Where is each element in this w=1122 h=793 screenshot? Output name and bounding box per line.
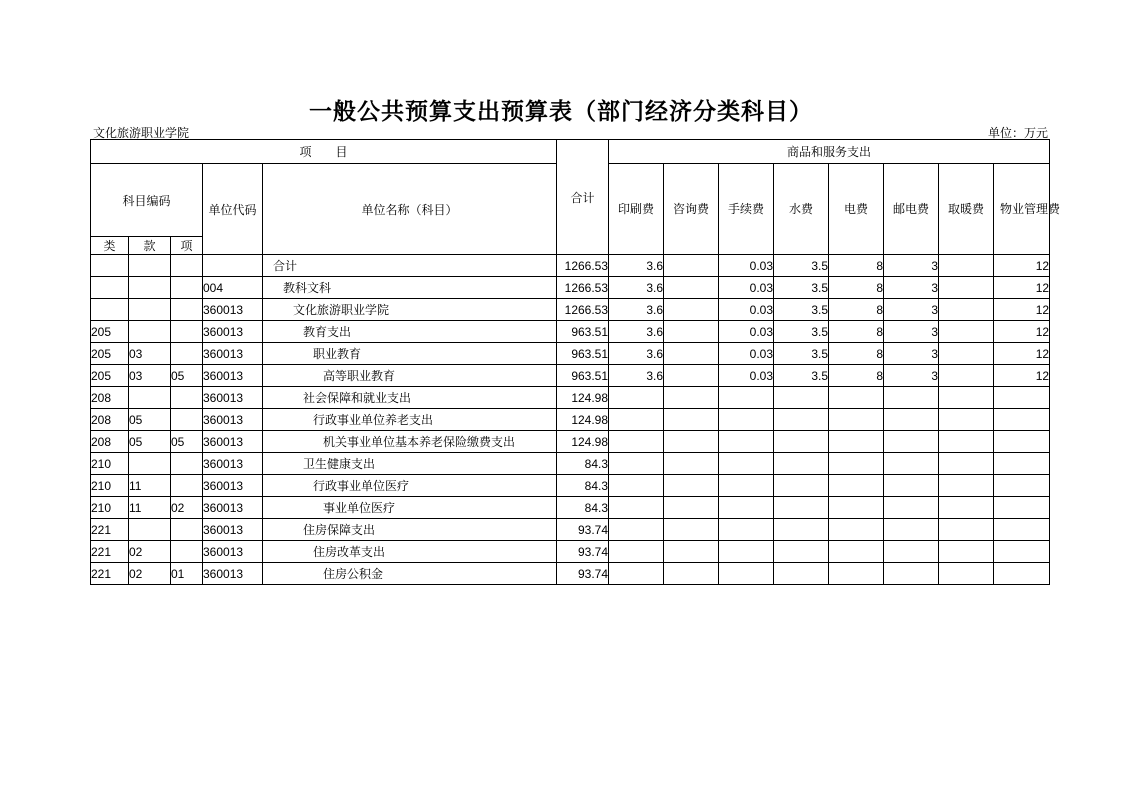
table-row bbox=[91, 255, 1050, 277]
cell-xiang: 01 bbox=[171, 563, 203, 585]
cell-total: 1266.53 bbox=[557, 277, 609, 299]
cell-kuan: 11 bbox=[129, 475, 171, 497]
cell-postal bbox=[884, 519, 939, 541]
cell-unit-name: 教育支出 bbox=[263, 321, 557, 343]
cell-heating bbox=[939, 365, 994, 387]
cell-printing: 3.6 bbox=[609, 299, 664, 321]
cell-consulting bbox=[664, 299, 719, 321]
cell-water: 3.5 bbox=[774, 321, 829, 343]
cell-consulting bbox=[664, 387, 719, 409]
cell-printing bbox=[609, 475, 664, 497]
cell-lei bbox=[91, 299, 129, 321]
cell-postal bbox=[884, 453, 939, 475]
cell-unit-name: 高等职业教育 bbox=[263, 365, 557, 387]
cell-kuan bbox=[129, 519, 171, 541]
cell-electricity: 8 bbox=[829, 321, 884, 343]
cell-handling-fee bbox=[719, 519, 774, 541]
cell-water bbox=[774, 409, 829, 431]
cell-unit-name: 住房保障支出 bbox=[263, 519, 557, 541]
header-subject-code: 科目编码 bbox=[91, 164, 203, 237]
cell-total: 1266.53 bbox=[557, 255, 609, 277]
cell-heating bbox=[939, 387, 994, 409]
cell-property-mgmt bbox=[994, 431, 1050, 453]
cell-electricity: 8 bbox=[829, 365, 884, 387]
header-lei: 类 bbox=[91, 237, 129, 255]
cell-heating bbox=[939, 431, 994, 453]
cell-printing: 3.6 bbox=[609, 255, 664, 277]
header-total: 合计 bbox=[557, 140, 609, 255]
cell-total: 124.98 bbox=[557, 431, 609, 453]
cell-consulting bbox=[664, 343, 719, 365]
header-consulting: 咨询费 bbox=[664, 164, 719, 255]
table-row bbox=[91, 541, 1050, 563]
cell-consulting bbox=[664, 497, 719, 519]
cell-unit-code: 360013 bbox=[203, 519, 263, 541]
cell-lei: 208 bbox=[91, 409, 129, 431]
cell-printing bbox=[609, 541, 664, 563]
cell-printing bbox=[609, 563, 664, 585]
cell-lei: 210 bbox=[91, 453, 129, 475]
cell-handling-fee bbox=[719, 563, 774, 585]
header-heating: 取暖费 bbox=[939, 164, 994, 255]
cell-kuan bbox=[129, 255, 171, 277]
cell-property-mgmt bbox=[994, 519, 1050, 541]
cell-consulting bbox=[664, 541, 719, 563]
cell-heating bbox=[939, 277, 994, 299]
cell-heating bbox=[939, 299, 994, 321]
cell-heating bbox=[939, 497, 994, 519]
cell-xiang bbox=[171, 255, 203, 277]
cell-heating bbox=[939, 541, 994, 563]
cell-property-mgmt: 12 bbox=[994, 343, 1050, 365]
cell-water bbox=[774, 497, 829, 519]
cell-lei: 221 bbox=[91, 519, 129, 541]
cell-property-mgmt: 12 bbox=[994, 277, 1050, 299]
cell-unit-code: 360013 bbox=[203, 431, 263, 453]
cell-postal: 3 bbox=[884, 277, 939, 299]
cell-heating bbox=[939, 475, 994, 497]
cell-total: 963.51 bbox=[557, 321, 609, 343]
cell-electricity bbox=[829, 475, 884, 497]
cell-unit-name: 社会保障和就业支出 bbox=[263, 387, 557, 409]
table-row bbox=[91, 497, 1050, 519]
table-body bbox=[91, 255, 1050, 585]
cell-lei: 205 bbox=[91, 343, 129, 365]
table-row bbox=[91, 321, 1050, 343]
cell-kuan: 03 bbox=[129, 343, 171, 365]
cell-unit-code: 360013 bbox=[203, 321, 263, 343]
cell-unit-code: 360013 bbox=[203, 409, 263, 431]
cell-consulting bbox=[664, 563, 719, 585]
cell-electricity: 8 bbox=[829, 299, 884, 321]
cell-unit-name: 教科文科 bbox=[263, 277, 557, 299]
cell-total: 84.3 bbox=[557, 475, 609, 497]
cell-printing bbox=[609, 497, 664, 519]
cell-lei: 221 bbox=[91, 563, 129, 585]
cell-water bbox=[774, 387, 829, 409]
cell-postal bbox=[884, 541, 939, 563]
cell-handling-fee: 0.03 bbox=[719, 321, 774, 343]
cell-electricity bbox=[829, 453, 884, 475]
cell-printing: 3.6 bbox=[609, 277, 664, 299]
cell-postal bbox=[884, 431, 939, 453]
cell-property-mgmt: 12 bbox=[994, 365, 1050, 387]
cell-xiang bbox=[171, 343, 203, 365]
cell-property-mgmt bbox=[994, 475, 1050, 497]
cell-postal: 3 bbox=[884, 365, 939, 387]
cell-unit-name: 文化旅游职业学院 bbox=[263, 299, 557, 321]
cell-property-mgmt: 12 bbox=[994, 321, 1050, 343]
cell-total: 84.3 bbox=[557, 497, 609, 519]
header-handling-fee: 手续费 bbox=[719, 164, 774, 255]
cell-handling-fee bbox=[719, 453, 774, 475]
cell-unit-name: 住房公积金 bbox=[263, 563, 557, 585]
table-row bbox=[91, 365, 1050, 387]
cell-xiang bbox=[171, 541, 203, 563]
cell-kuan bbox=[129, 453, 171, 475]
cell-water bbox=[774, 519, 829, 541]
cell-consulting bbox=[664, 255, 719, 277]
cell-lei: 210 bbox=[91, 475, 129, 497]
cell-printing: 3.6 bbox=[609, 321, 664, 343]
cell-unit-name: 卫生健康支出 bbox=[263, 453, 557, 475]
cell-unit-code: 360013 bbox=[203, 541, 263, 563]
cell-xiang: 02 bbox=[171, 497, 203, 519]
table-row bbox=[91, 409, 1050, 431]
cell-water: 3.5 bbox=[774, 255, 829, 277]
cell-consulting bbox=[664, 519, 719, 541]
cell-kuan: 02 bbox=[129, 563, 171, 585]
cell-electricity bbox=[829, 409, 884, 431]
cell-xiang: 05 bbox=[171, 431, 203, 453]
cell-electricity bbox=[829, 387, 884, 409]
cell-water bbox=[774, 475, 829, 497]
cell-electricity bbox=[829, 541, 884, 563]
cell-electricity bbox=[829, 431, 884, 453]
cell-postal: 3 bbox=[884, 255, 939, 277]
budget-table bbox=[90, 139, 1061, 585]
cell-unit-name: 行政事业单位养老支出 bbox=[263, 409, 557, 431]
cell-total: 124.98 bbox=[557, 387, 609, 409]
cell-lei: 210 bbox=[91, 497, 129, 519]
table-row bbox=[91, 475, 1050, 497]
cell-water: 3.5 bbox=[774, 365, 829, 387]
cell-xiang bbox=[171, 299, 203, 321]
cell-property-mgmt: 12 bbox=[994, 255, 1050, 277]
cell-printing: 3.6 bbox=[609, 365, 664, 387]
cell-consulting bbox=[664, 321, 719, 343]
header-electricity: 电费 bbox=[829, 164, 884, 255]
cell-xiang bbox=[171, 277, 203, 299]
cell-postal: 3 bbox=[884, 299, 939, 321]
header-xiang: 项 bbox=[171, 237, 203, 255]
cell-xiang bbox=[171, 321, 203, 343]
cell-printing bbox=[609, 409, 664, 431]
cell-printing bbox=[609, 519, 664, 541]
cell-printing: 3.6 bbox=[609, 343, 664, 365]
cell-handling-fee bbox=[719, 431, 774, 453]
cell-unit-code: 360013 bbox=[203, 365, 263, 387]
header-postal: 邮电费 bbox=[884, 164, 939, 255]
cell-water bbox=[774, 453, 829, 475]
cell-kuan: 02 bbox=[129, 541, 171, 563]
cell-printing bbox=[609, 387, 664, 409]
cell-kuan bbox=[129, 321, 171, 343]
cell-consulting bbox=[664, 475, 719, 497]
cell-kuan bbox=[129, 299, 171, 321]
cell-unit-code: 004 bbox=[203, 277, 263, 299]
cell-xiang bbox=[171, 475, 203, 497]
cell-unit-name: 行政事业单位医疗 bbox=[263, 475, 557, 497]
header-kuan: 款 bbox=[129, 237, 171, 255]
table-row bbox=[91, 387, 1050, 409]
cell-property-mgmt bbox=[994, 541, 1050, 563]
cell-postal: 3 bbox=[884, 321, 939, 343]
unit-label: 单位：万元 bbox=[987, 126, 1048, 140]
cell-consulting bbox=[664, 277, 719, 299]
cell-total: 93.74 bbox=[557, 541, 609, 563]
cell-kuan: 11 bbox=[129, 497, 171, 519]
cell-unit-name: 职业教育 bbox=[263, 343, 557, 365]
table-row bbox=[91, 343, 1050, 365]
cell-lei bbox=[91, 255, 129, 277]
cell-heating bbox=[939, 519, 994, 541]
table-row bbox=[91, 277, 1050, 299]
cell-postal: 3 bbox=[884, 343, 939, 365]
cell-total: 93.74 bbox=[557, 563, 609, 585]
cell-consulting bbox=[664, 431, 719, 453]
cell-property-mgmt bbox=[994, 387, 1050, 409]
cell-unit-code: 360013 bbox=[203, 563, 263, 585]
cell-postal bbox=[884, 563, 939, 585]
cell-kuan: 05 bbox=[129, 431, 171, 453]
cell-handling-fee bbox=[719, 541, 774, 563]
cell-postal bbox=[884, 409, 939, 431]
table-row bbox=[91, 431, 1050, 453]
table-row bbox=[91, 563, 1050, 585]
cell-total: 963.51 bbox=[557, 343, 609, 365]
cell-electricity bbox=[829, 497, 884, 519]
cell-postal bbox=[884, 497, 939, 519]
cell-consulting bbox=[664, 409, 719, 431]
cell-water: 3.5 bbox=[774, 299, 829, 321]
cell-unit-name: 合计 bbox=[263, 255, 557, 277]
cell-xiang: 05 bbox=[171, 365, 203, 387]
cell-electricity: 8 bbox=[829, 277, 884, 299]
page-title: 一般公共预算支出预算表（部门经济分类科目） bbox=[309, 99, 813, 125]
cell-unit-code bbox=[203, 255, 263, 277]
cell-kuan bbox=[129, 387, 171, 409]
cell-property-mgmt bbox=[994, 453, 1050, 475]
header-project: 项 目 bbox=[91, 140, 557, 164]
cell-unit-name: 住房改革支出 bbox=[263, 541, 557, 563]
cell-handling-fee: 0.03 bbox=[719, 255, 774, 277]
cell-xiang bbox=[171, 453, 203, 475]
cell-postal bbox=[884, 387, 939, 409]
cell-unit-code: 360013 bbox=[203, 475, 263, 497]
cell-property-mgmt bbox=[994, 563, 1050, 585]
cell-heating bbox=[939, 343, 994, 365]
cell-handling-fee bbox=[719, 497, 774, 519]
header-goods-services: 商品和服务支出 bbox=[609, 140, 1050, 164]
cell-electricity: 8 bbox=[829, 255, 884, 277]
header-unit-code: 单位代码 bbox=[203, 164, 263, 255]
cell-kuan bbox=[129, 277, 171, 299]
cell-unit-code: 360013 bbox=[203, 299, 263, 321]
header-printing: 印刷费 bbox=[609, 164, 664, 255]
cell-kuan: 03 bbox=[129, 365, 171, 387]
cell-property-mgmt bbox=[994, 409, 1050, 431]
header-property-mgmt: 物业管理费 bbox=[994, 164, 1050, 255]
table-row bbox=[91, 519, 1050, 541]
cell-consulting bbox=[664, 453, 719, 475]
cell-handling-fee bbox=[719, 409, 774, 431]
cell-printing bbox=[609, 431, 664, 453]
cell-printing bbox=[609, 453, 664, 475]
cell-unit-code: 360013 bbox=[203, 453, 263, 475]
cell-water: 3.5 bbox=[774, 343, 829, 365]
table-row bbox=[91, 299, 1050, 321]
cell-water: 3.5 bbox=[774, 277, 829, 299]
cell-xiang bbox=[171, 387, 203, 409]
cell-handling-fee: 0.03 bbox=[719, 299, 774, 321]
cell-total: 84.3 bbox=[557, 453, 609, 475]
cell-lei: 221 bbox=[91, 541, 129, 563]
cell-handling-fee bbox=[719, 387, 774, 409]
cell-total: 1266.53 bbox=[557, 299, 609, 321]
cell-property-mgmt: 12 bbox=[994, 299, 1050, 321]
cell-handling-fee: 0.03 bbox=[719, 343, 774, 365]
cell-electricity bbox=[829, 519, 884, 541]
cell-xiang bbox=[171, 519, 203, 541]
cell-total: 124.98 bbox=[557, 409, 609, 431]
table-row bbox=[91, 453, 1050, 475]
cell-electricity: 8 bbox=[829, 343, 884, 365]
cell-handling-fee: 0.03 bbox=[719, 365, 774, 387]
cell-kuan: 05 bbox=[129, 409, 171, 431]
organization-name: 文化旅游职业学院 bbox=[93, 126, 190, 140]
cell-lei bbox=[91, 277, 129, 299]
cell-heating bbox=[939, 321, 994, 343]
cell-lei: 205 bbox=[91, 321, 129, 343]
cell-lei: 205 bbox=[91, 365, 129, 387]
cell-water bbox=[774, 431, 829, 453]
cell-water bbox=[774, 563, 829, 585]
header-unit-name: 单位名称（科目） bbox=[263, 164, 557, 255]
cell-heating bbox=[939, 453, 994, 475]
cell-unit-name: 机关事业单位基本养老保险缴费支出 bbox=[263, 431, 557, 453]
cell-total: 963.51 bbox=[557, 365, 609, 387]
header-water: 水费 bbox=[774, 164, 829, 255]
cell-lei: 208 bbox=[91, 431, 129, 453]
cell-heating bbox=[939, 409, 994, 431]
cell-lei: 208 bbox=[91, 387, 129, 409]
cell-unit-name: 事业单位医疗 bbox=[263, 497, 557, 519]
cell-unit-code: 360013 bbox=[203, 343, 263, 365]
cell-total: 93.74 bbox=[557, 519, 609, 541]
cell-unit-code: 360013 bbox=[203, 387, 263, 409]
cell-handling-fee: 0.03 bbox=[719, 277, 774, 299]
cell-postal bbox=[884, 475, 939, 497]
cell-electricity bbox=[829, 563, 884, 585]
cell-handling-fee bbox=[719, 475, 774, 497]
cell-unit-code: 360013 bbox=[203, 497, 263, 519]
cell-consulting bbox=[664, 365, 719, 387]
cell-heating bbox=[939, 255, 994, 277]
cell-water bbox=[774, 541, 829, 563]
cell-heating bbox=[939, 563, 994, 585]
cell-xiang bbox=[171, 409, 203, 431]
cell-property-mgmt bbox=[994, 497, 1050, 519]
